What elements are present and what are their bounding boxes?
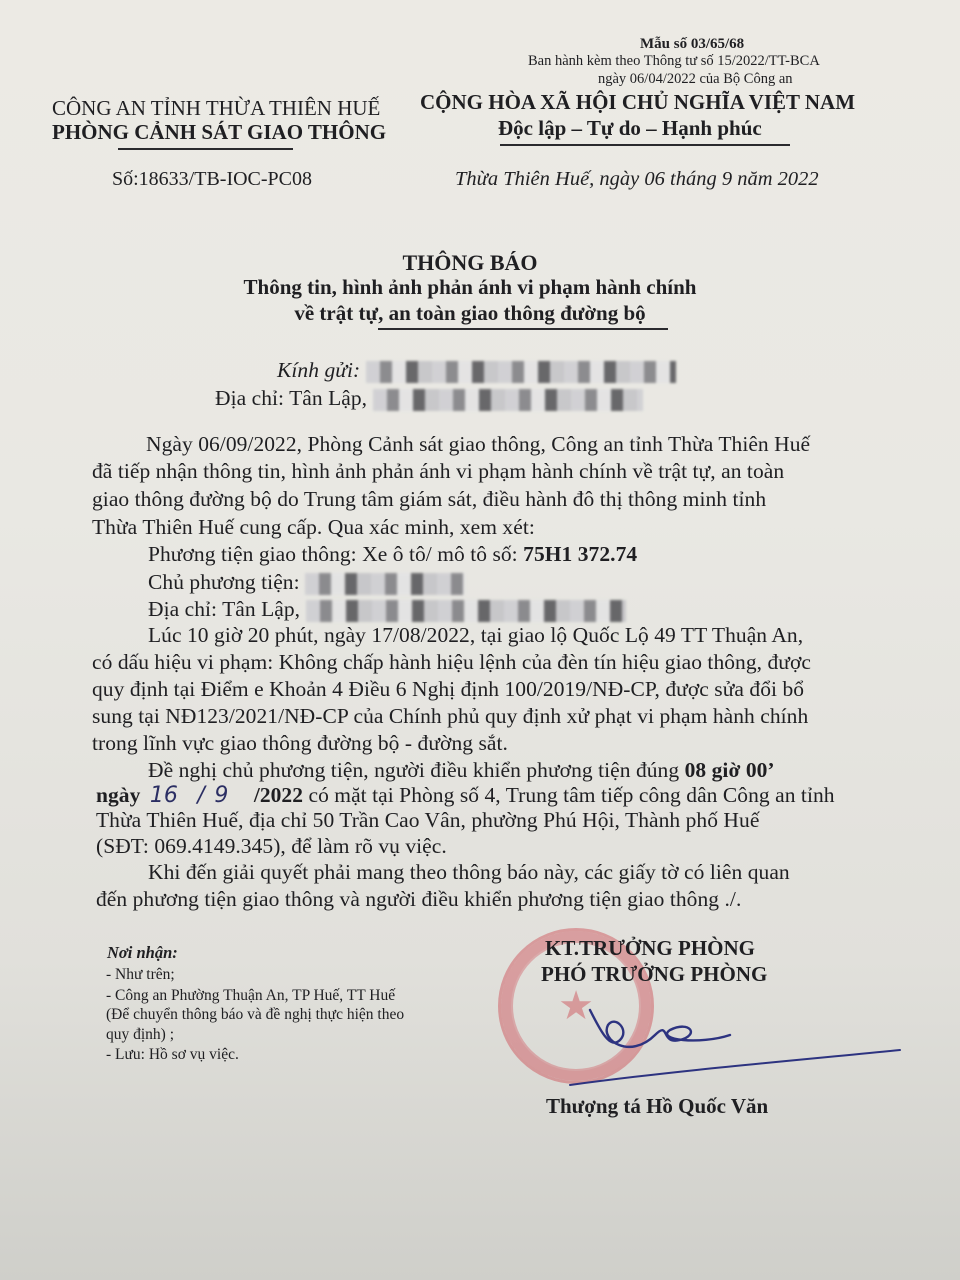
vehicle-plate: 75H1 372.74 xyxy=(523,542,638,566)
doc-subtitle-1: Thông tin, hình ảnh phản ánh vi phạm hành chính xyxy=(243,275,697,299)
agency-parent: CÔNG AN TỈNH THỪA THIÊN HUẾ xyxy=(52,96,381,120)
handwritten-day: 16 xyxy=(149,783,178,808)
p1-line4: Thừa Thiên Huế cung cấp. Qua xác minh, xem xét: xyxy=(92,515,535,539)
p3-line3: Thừa Thiên Huế, địa chỉ 50 Trần Cao Vân, phường Phú Hội, Thành phố Huế xyxy=(96,808,760,832)
p4-line1: Khi đến giải quyết phải mang theo thông báo này, các giấy tờ có liên quan xyxy=(148,860,790,884)
nation-name: CỘNG HÒA XÃ HỘI CHỦ NGHĨA VIỆT NAM xyxy=(420,90,856,114)
agency-underline xyxy=(118,148,293,150)
doc-title: THÔNG BÁO xyxy=(402,250,538,275)
recipients-line4: quy định) ; xyxy=(106,1026,175,1043)
vehicle-line: Phương tiện giao thông: Xe ô tô/ mô tô số: 75H1 372.74 xyxy=(148,542,638,566)
p3-line1: Đề nghị chủ phương tiện, người điều khiển phương tiện đúng 08 giờ 00’ xyxy=(148,758,775,782)
nation-motto: Độc lập – Tự do – Hạnh phúc xyxy=(498,116,762,140)
owner-line: Chủ phương tiện: xyxy=(148,570,465,595)
p3-line4: (SĐT: 069.4149.345), để làm rõ vụ việc. xyxy=(96,834,447,858)
signature-role-1: KT.TRƯỞNG PHÒNG xyxy=(545,936,755,960)
recipients-title: Nơi nhận: xyxy=(107,943,178,962)
recipients-line5: - Lưu: Hồ sơ vụ việc. xyxy=(106,1046,239,1063)
appointment-time: 08 giờ 00’ xyxy=(684,758,775,782)
redacted-owner-name xyxy=(305,573,465,595)
p1-line1: Ngày 06/09/2022, Phòng Cảnh sát giao thông, Công an tỉnh Thừa Thiên Huế xyxy=(146,432,811,456)
p2-line4: sung tại NĐ123/2021/NĐ-CP của Chính phủ quy định xử phạt vi phạm hành chính xyxy=(92,704,809,728)
p2-line1: Lúc 10 giờ 20 phút, ngày 17/08/2022, tại giao lộ Quốc Lộ 49 TT Thuận An, xyxy=(148,623,804,647)
form-ref-line2: ngày 06/04/2022 của Bộ Công an xyxy=(598,71,793,87)
to-label: Kính gửi: xyxy=(277,358,676,383)
p3-line2: ngày 16 / 9 /2022 có mặt tại Phòng số 4, Trung tâm tiếp công dân Công an tỉnh xyxy=(96,783,835,808)
owner-address-line: Địa chỉ: Tân Lập, xyxy=(148,597,626,622)
recipients-line2: - Công an Phường Thuận An, TP Huế, TT Huế xyxy=(106,987,396,1004)
redacted-recipient-address xyxy=(373,389,643,411)
signer-name: Thượng tá Hồ Quốc Văn xyxy=(546,1094,769,1118)
motto-underline xyxy=(500,144,790,146)
recipients-line3: (Để chuyển thông báo và đề nghị thực hiện theo xyxy=(106,1006,405,1023)
handwritten-month: 9 xyxy=(214,783,229,808)
handwritten-signature xyxy=(560,990,920,1100)
place-date: Thừa Thiên Huế, ngày 06 tháng 9 năm 2022 xyxy=(455,168,819,190)
signature-role-2: PHÓ TRƯỞNG PHÒNG xyxy=(541,962,768,986)
doc-subtitle-2: về trật tự, an toàn giao thông đường bộ xyxy=(294,301,646,325)
form-number: Mẫu số 03/65/68 xyxy=(640,36,745,52)
p2-line2: có dấu hiệu vi phạm: Không chấp hành hiệu lệnh của đèn tín hiệu giao thông, được xyxy=(92,650,812,674)
p2-line5: trong lĩnh vực giao thông đường bộ - đường sắt. xyxy=(92,731,508,755)
form-ref-line1: Ban hành kèm theo Thông tư số 15/2022/TT-BCA xyxy=(528,53,820,69)
redacted-owner-address xyxy=(306,600,626,622)
redacted-recipient-name xyxy=(366,361,676,383)
agency-dept: PHÒNG CẢNH SÁT GIAO THÔNG xyxy=(52,120,387,144)
p2-line3: quy định tại Điểm e Khoản 4 Điều 6 Nghị định 100/2019/NĐ-CP, được sửa đổi bổ xyxy=(92,677,805,701)
appointment-year: /2022 xyxy=(253,783,304,807)
doc-number: Số:18633/TB-IOC-PC08 xyxy=(112,168,313,190)
recipients-line1: - Như trên; xyxy=(106,966,175,983)
recipient-address: Địa chỉ: Tân Lập, xyxy=(215,386,643,411)
stamp-star-icon: ★ xyxy=(558,983,594,1029)
p1-line2: đã tiếp nhận thông tin, hình ảnh phản ánh vi phạm hành chính về trật tự, an toàn xyxy=(92,459,785,483)
p1-line3: giao thông đường bộ do Trung tâm giám sát, điều hành đô thị thông minh tỉnh xyxy=(92,487,767,511)
p4-line2: đến phương tiện giao thông và người điều khiển phương tiện giao thông ./. xyxy=(96,887,742,911)
subtitle-underline xyxy=(378,328,668,330)
